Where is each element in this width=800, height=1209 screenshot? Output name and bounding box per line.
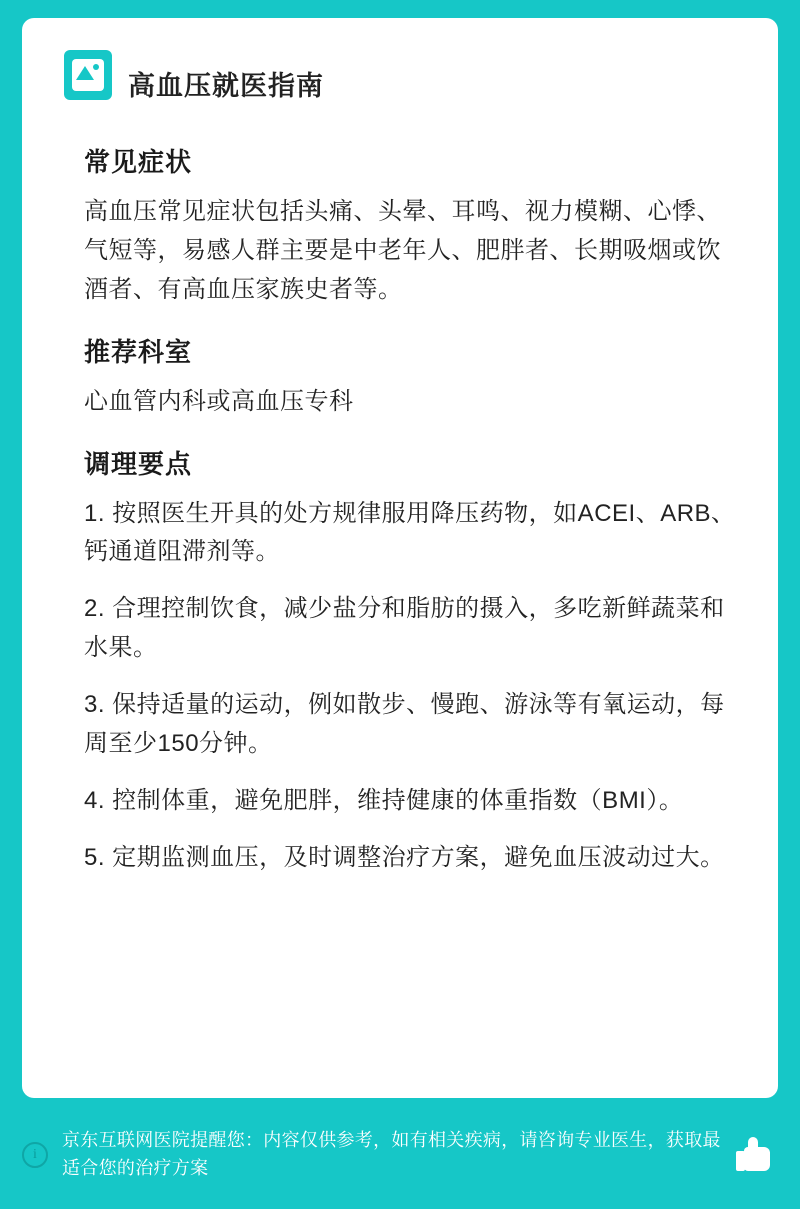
info-circle-icon: i: [22, 1142, 48, 1168]
header: [56, 44, 744, 120]
footer-text: 京东互联网医院提醒您：内容仅供参考，如有相关疾病，请咨询专业医生，获取最适合您的治疗方案: [62, 1130, 721, 1178]
section-heading-tips: 调理要点: [84, 448, 193, 479]
section-heading-symptoms: 常见症状: [84, 147, 193, 177]
list-item: 4. 控制体重，避免肥胖，维持健康的体重指数（BMI）。: [84, 786, 684, 814]
section-text-symptoms: 高血压常见症状包括头痛、头晕、耳鸣、视力模糊、心悸、气短等，易感人群主要是中老年人、肥胖者、长期吸烟或饮酒者、有高血压家族史者等。: [84, 198, 721, 303]
list-item: 2. 合理控制饮食，减少盐分和脂肪的摄入，多吃新鲜蔬菜和水果。: [84, 595, 725, 662]
footer-disclaimer: [22, 1115, 778, 1195]
section-heading-department: 推荐科室: [84, 336, 193, 367]
list-item: 1. 按照医生开具的处方规律服用降压药物，如ACEI、ARB、钙通道阻滞剂等。: [84, 499, 736, 566]
guide-card: [22, 18, 778, 1098]
page-title: 高血压就医指南: [128, 71, 324, 101]
section-text-department: 心血管内科或高血压专科: [84, 387, 354, 415]
list-item: 5. 定期监测血压，及时调整治疗方案，避免血压波动过大。: [84, 843, 725, 871]
thumbs-up-icon[interactable]: [734, 1133, 778, 1177]
document-image-icon: [56, 44, 120, 108]
list-item: 3. 保持适量的运动，例如散步、慢跑、游泳等有氧运动，每周至少150分钟。: [84, 691, 725, 757]
